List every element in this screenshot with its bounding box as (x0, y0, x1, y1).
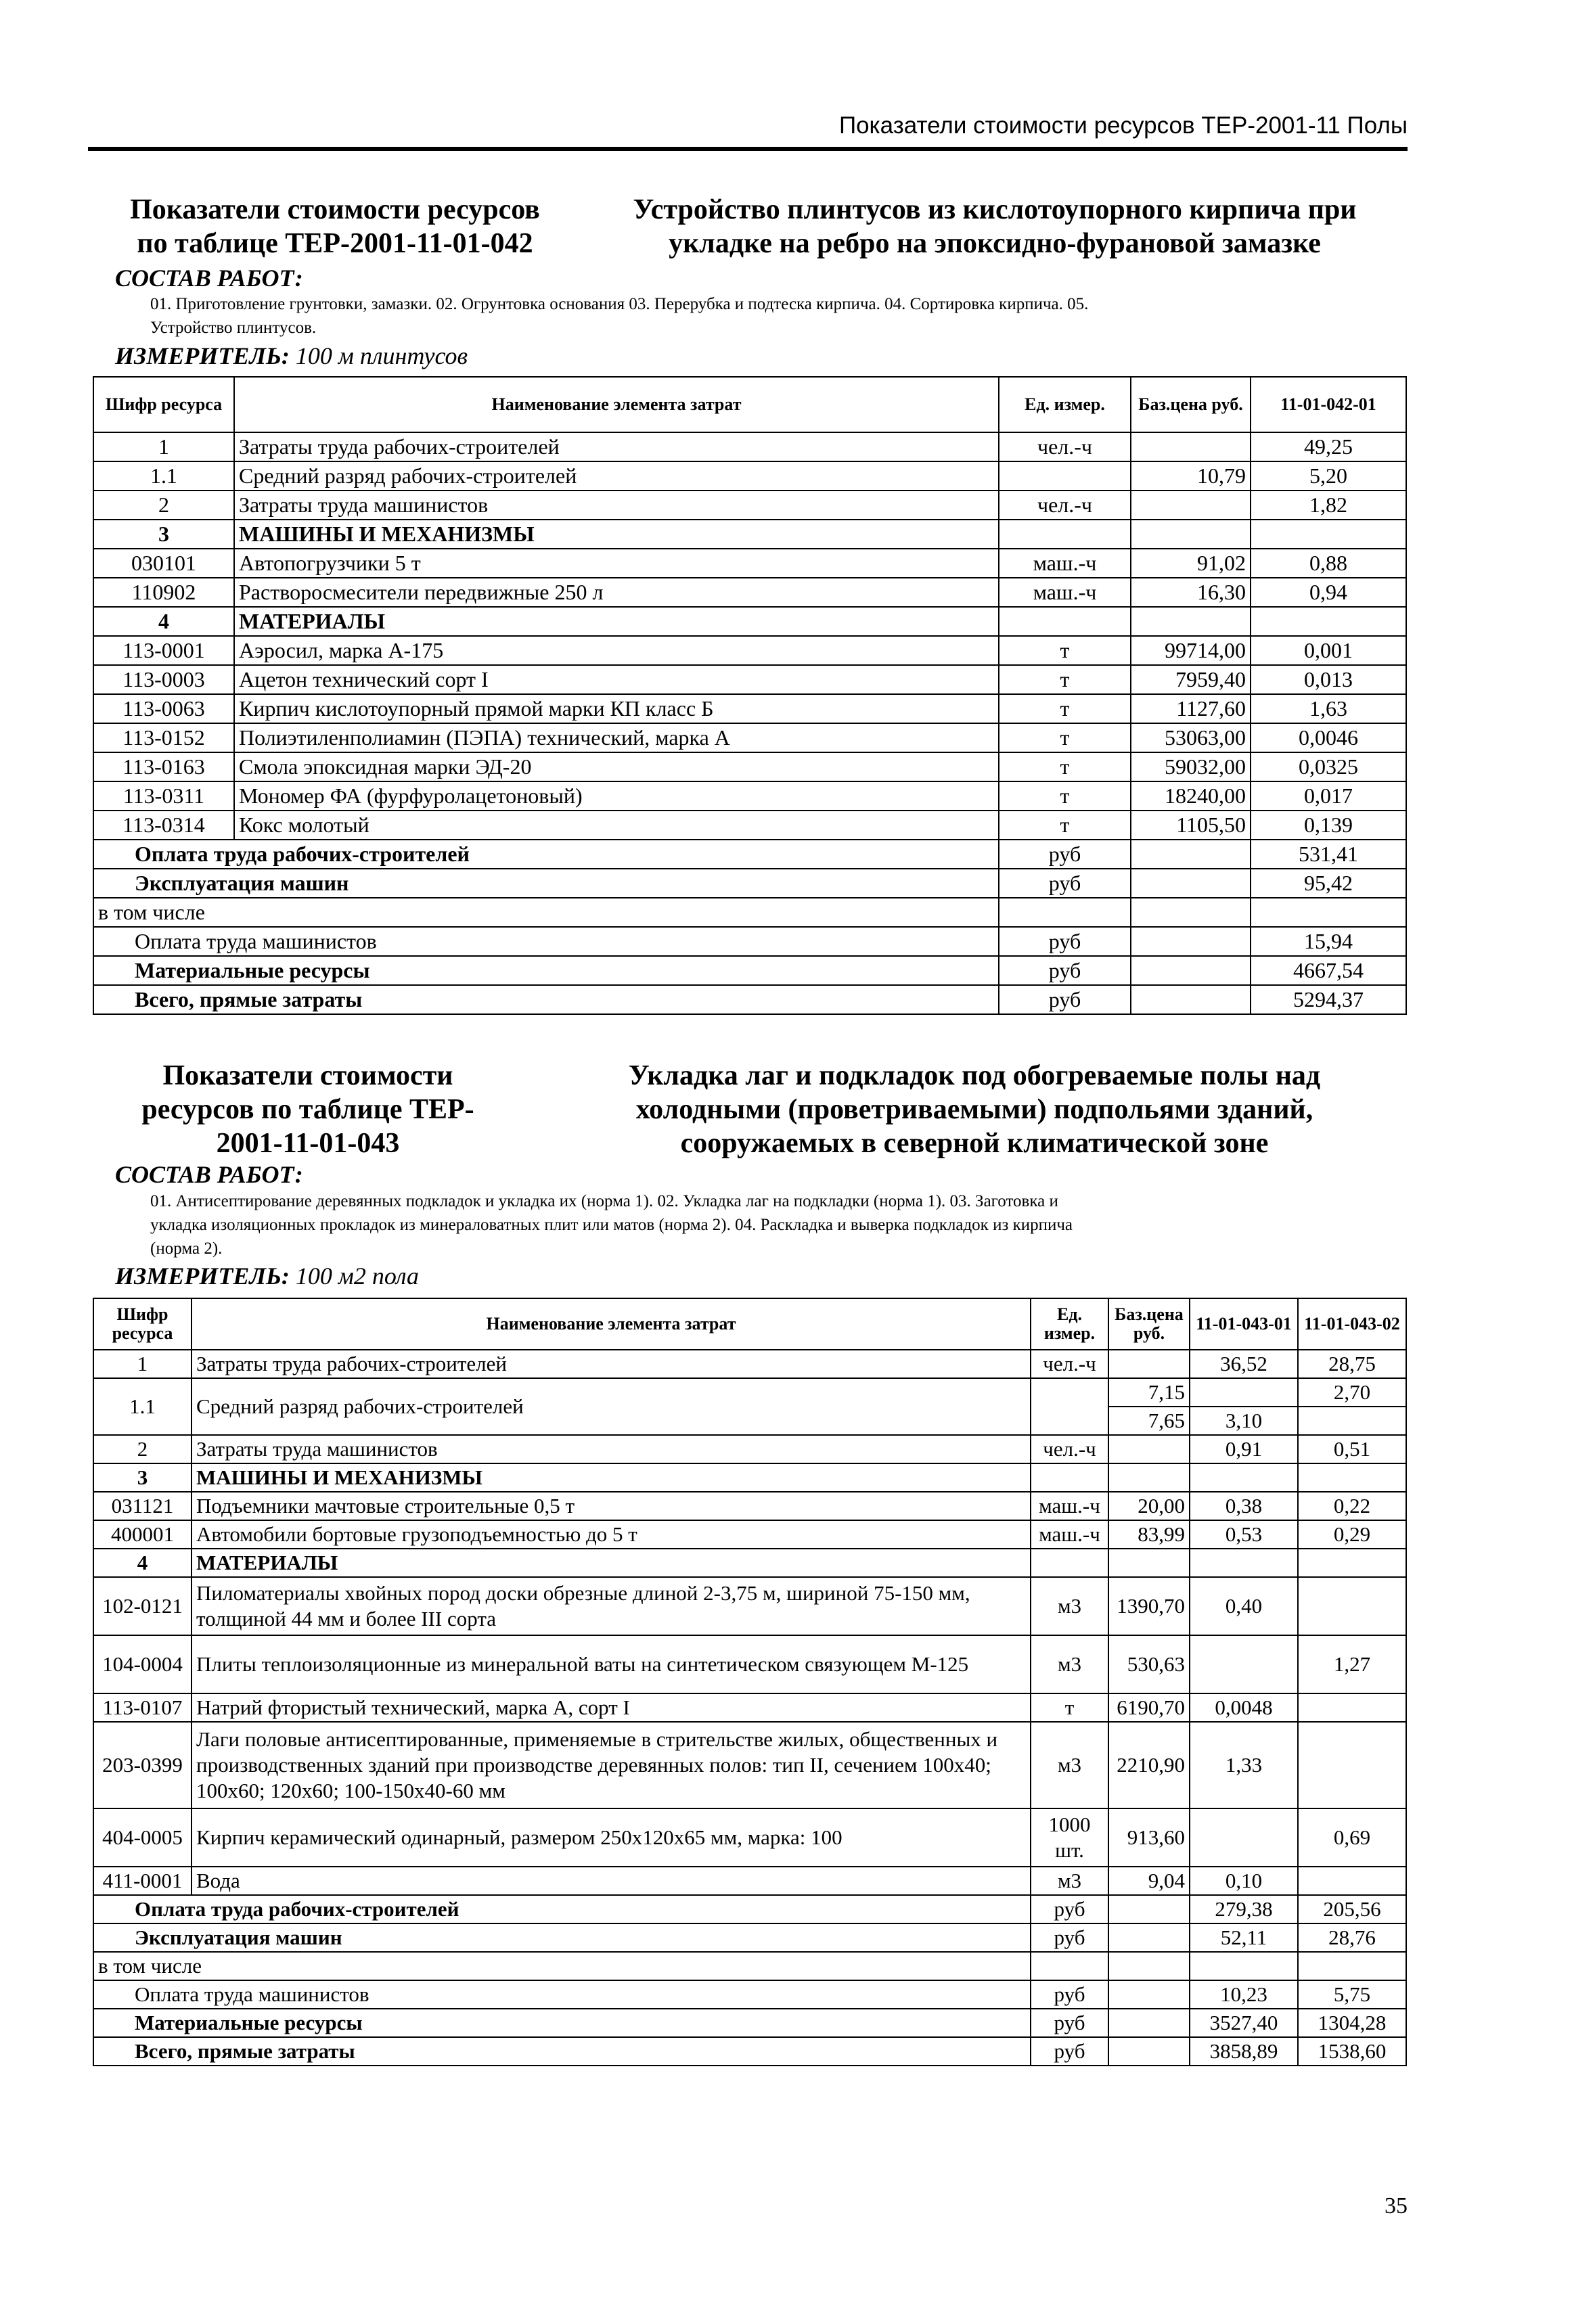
cell-name: Затраты труда рабочих-строителей (192, 1350, 1031, 1378)
cell-unit: т (999, 781, 1131, 811)
cell-name: Смола эпоксидная марки ЭД-20 (234, 752, 999, 781)
section2-table (93, 1298, 1407, 2066)
cell-value-01 (1190, 1378, 1298, 1407)
table-row (93, 1635, 1406, 1693)
cell-value-02: 28,75 (1298, 1350, 1406, 1378)
cell-value: 4667,54 (1251, 956, 1406, 985)
works-line: Устройство плинтусов. (150, 319, 317, 337)
cell-price (1108, 1350, 1190, 1378)
section1-table (93, 376, 1407, 1015)
cell-price: 59032,00 (1131, 752, 1251, 781)
cell-unit: 1000 шт. (1031, 1808, 1108, 1867)
cell-unit: маш.-ч (999, 578, 1131, 607)
cell-price: 913,60 (1108, 1808, 1190, 1867)
cell-value: 5294,37 (1251, 985, 1406, 1014)
cell-value-01: 10,23 (1190, 1980, 1298, 2009)
header-rule (88, 147, 1408, 151)
cell-price (1131, 927, 1251, 956)
cell-unit: руб (999, 956, 1131, 985)
cell-value-01: 0,38 (1190, 1492, 1298, 1520)
cell-price (1108, 1435, 1190, 1463)
section2-izmeritel (115, 1262, 419, 1290)
cell-price (1131, 985, 1251, 1014)
summary-label: Оплата труда машинистов (93, 927, 999, 956)
cell-name: МАШИНЫ И МЕХАНИЗМЫ (192, 1463, 1031, 1492)
cell-code: 1.1 (93, 1378, 192, 1435)
cell-unit: маш.-ч (1031, 1520, 1108, 1549)
table-row (93, 1693, 1406, 1722)
cell-unit (999, 607, 1131, 636)
summary-row (93, 869, 1406, 898)
table-row (93, 1808, 1406, 1867)
cell-value-01: 52,11 (1190, 1923, 1298, 1952)
cell-code: 4 (93, 1549, 192, 1577)
cell-value-01: 3527,40 (1190, 2009, 1298, 2037)
cell-value-01 (1190, 1463, 1298, 1492)
cell-value-02: 0,29 (1298, 1520, 1406, 1549)
works-line: 01. Приготовление грунтовки, замазки. 02. Огрунтовка основания 03. Перерубка и подтеска кирпича. 04. Сортировка кирпича. 05. (150, 295, 1089, 313)
cell-code: 411-0001 (93, 1867, 192, 1895)
cell-name: Плиты теплоизоляционные из минеральной ваты на синтетическом связующем М-125 (192, 1635, 1031, 1693)
table-row (93, 1435, 1406, 1463)
page-number: 35 (1385, 2193, 1408, 2218)
cell-price: 1105,50 (1131, 811, 1251, 840)
summary-row (93, 985, 1406, 1014)
cell-price: 1390,70 (1108, 1577, 1190, 1635)
cell-value-02: 1304,28 (1298, 2009, 1406, 2037)
summary-label: в том числе (93, 1952, 1031, 1980)
cell-name: МАШИНЫ И МЕХАНИЗМЫ (234, 520, 999, 549)
cell-code: 113-0311 (93, 781, 234, 811)
cell-name: Кирпич керамический одинарный, размером 250х120х65 мм, марка: 100 (192, 1808, 1031, 1867)
cell-value: 1,63 (1251, 694, 1406, 723)
summary-label: в том числе (93, 898, 999, 927)
cell-price: 6190,70 (1108, 1693, 1190, 1722)
cell-unit: маш.-ч (999, 549, 1131, 578)
cell-unit: т (999, 811, 1131, 840)
cell-value-02 (1298, 1577, 1406, 1635)
cell-name: Растворосмесители передвижные 250 л (234, 578, 999, 607)
cell-price: 18240,00 (1131, 781, 1251, 811)
section1-right-title (582, 193, 1408, 260)
cell-value-02: 5,75 (1298, 1980, 1406, 2009)
cell-price (1131, 520, 1251, 549)
cell-value-02: 28,76 (1298, 1923, 1406, 1952)
cell-unit: м3 (1031, 1722, 1108, 1808)
cell-value-02 (1298, 1952, 1406, 1980)
cell-unit: м3 (1031, 1867, 1108, 1895)
table-header-row (93, 377, 1406, 432)
cell-value: 95,42 (1251, 869, 1406, 898)
cell-price: 9,04 (1108, 1867, 1190, 1895)
cell-unit: руб (999, 869, 1131, 898)
cell-name: Натрий фтористый технический, марка А, сорт I (192, 1693, 1031, 1722)
cell-value: 0,001 (1251, 636, 1406, 665)
summary-row (93, 898, 1406, 927)
section2-left-title (88, 1059, 528, 1160)
cell-name: Аэросил, марка А-175 (234, 636, 999, 665)
summary-row (93, 956, 1406, 985)
cell-unit: т (999, 636, 1131, 665)
col-header: 11-01-043-02 (1298, 1298, 1406, 1350)
col-header: Шифр ресурса (93, 1298, 192, 1350)
cell-value: 5,20 (1251, 461, 1406, 491)
cell-price: 7,15 (1108, 1378, 1190, 1407)
cell-code: 104-0004 (93, 1635, 192, 1693)
cell-price: 7959,40 (1131, 665, 1251, 694)
cell-code: 113-0063 (93, 694, 234, 723)
works-line: укладка изоляционных прокладок из минераловатных плит или матов (норма 2). 04. Раскладка и выверка подкладок из кирпича (150, 1216, 1073, 1234)
cell-value: 49,25 (1251, 432, 1406, 461)
page-header (88, 112, 1408, 146)
summary-label: Всего, прямые затраты (93, 2037, 1031, 2066)
cell-code: 1.1 (93, 461, 234, 491)
cell-unit: руб (999, 927, 1131, 956)
cell-unit: м3 (1031, 1577, 1108, 1635)
cell-name: Пиломатериалы хвойных пород доски обрезные длиной 2-3,75 м, шириной 75-150 мм, толщиной 44 мм и более III сорта (192, 1577, 1031, 1635)
summary-label: Материальные ресурсы (93, 956, 999, 985)
cell-value: 531,41 (1251, 840, 1406, 869)
table-row (93, 781, 1406, 811)
cell-value (1251, 607, 1406, 636)
col-header: Ед. измер. (1031, 1298, 1108, 1350)
col-header: Наименование элемента затрат (234, 377, 999, 432)
cell-price (1108, 2009, 1190, 2037)
cell-price (1108, 1549, 1190, 1577)
cell-code: 031121 (93, 1492, 192, 1520)
cell-code: 113-0163 (93, 752, 234, 781)
cell-code: 102-0121 (93, 1577, 192, 1635)
cell-name: Затраты труда рабочих-строителей (234, 432, 999, 461)
cell-value: 0,013 (1251, 665, 1406, 694)
table-row (93, 1378, 1406, 1407)
table-row (93, 549, 1406, 578)
table-row (93, 520, 1406, 549)
cell-value-02: 0,69 (1298, 1808, 1406, 1867)
cell-value: 1,82 (1251, 491, 1406, 520)
summary-label: Оплата труда машинистов (93, 1980, 1031, 2009)
title-line: Укладка лаг и подкладок под обогреваемые полы над (628, 1060, 1321, 1091)
table-row (93, 1867, 1406, 1895)
title-line: укладке на ребро на эпоксидно-фурановой замазке (669, 228, 1321, 259)
cell-code: 3 (93, 1463, 192, 1492)
title-line: Показатели стоимости (162, 1060, 453, 1091)
summary-label: Материальные ресурсы (93, 2009, 1031, 2037)
cell-code: 3 (93, 520, 234, 549)
col-header: Баз.цена руб. (1131, 377, 1251, 432)
title-line: 2001-11-01-043 (216, 1128, 400, 1159)
cell-value-02 (1298, 1722, 1406, 1808)
cell-name: Лаги половые антисептированные, применяемые в стрительстве жилых, общественных и производственных зданий при производстве деревянных полов: тип II, сечением 100х40; 100х60; 120х60; 100-150х40-60 мм (192, 1722, 1031, 1808)
cell-unit: маш.-ч (1031, 1492, 1108, 1520)
section2-right-title (541, 1059, 1408, 1160)
col-header: 11-01-043-01 (1190, 1298, 1298, 1350)
table-row (93, 723, 1406, 752)
title-line: ресурсов по таблице ТЕР- (141, 1094, 474, 1125)
cell-name: Подъемники мачтовые строительные 0,5 т (192, 1492, 1031, 1520)
cell-value-02: 0,51 (1298, 1435, 1406, 1463)
cell-name: Затраты труда машинистов (234, 491, 999, 520)
summary-label: Эксплуатация машин (93, 1923, 1031, 1952)
summary-label: Оплата труда рабочих-строителей (93, 840, 999, 869)
cell-value-01 (1190, 1549, 1298, 1577)
title-line: Устройство плинтусов из кислотоупорного кирпича при (633, 194, 1357, 225)
cell-name: Средний разряд рабочих-строителей (234, 461, 999, 491)
izmeritel-label: ИЗМЕРИТЕЛЬ: (115, 1262, 290, 1290)
cell-unit: т (999, 723, 1131, 752)
cell-value: 0,139 (1251, 811, 1406, 840)
summary-label: Всего, прямые затраты (93, 985, 999, 1014)
cell-value (1251, 898, 1406, 927)
izmeritel-label: ИЗМЕРИТЕЛЬ: (115, 342, 290, 369)
cell-price: 83,99 (1108, 1520, 1190, 1549)
running-title: Показатели стоимости ресурсов ТЕР-2001-11 Полы (838, 112, 1408, 139)
izmeritel-value: 100 м плинтусов (295, 342, 468, 369)
cell-code: 113-0314 (93, 811, 234, 840)
cell-code: 4 (93, 607, 234, 636)
table-row (93, 1577, 1406, 1635)
cell-price (1131, 491, 1251, 520)
cell-value-01 (1190, 1635, 1298, 1693)
cell-unit (1031, 1952, 1108, 1980)
cell-unit (999, 461, 1131, 491)
table-row (93, 694, 1406, 723)
summary-label: Эксплуатация машин (93, 869, 999, 898)
cell-unit: чел.-ч (1031, 1350, 1108, 1378)
cell-price (1131, 869, 1251, 898)
cell-code: 1 (93, 432, 234, 461)
cell-price (1108, 1895, 1190, 1923)
cell-value: 15,94 (1251, 927, 1406, 956)
cell-value: 0,0046 (1251, 723, 1406, 752)
table-row (93, 1492, 1406, 1520)
cell-value-01: 0,91 (1190, 1435, 1298, 1463)
table-row (93, 636, 1406, 665)
cell-code: 400001 (93, 1520, 192, 1549)
col-header: Баз.цена руб. (1108, 1298, 1190, 1350)
cell-price: 53063,00 (1131, 723, 1251, 752)
cell-price: 2210,90 (1108, 1722, 1190, 1808)
summary-row (93, 1923, 1406, 1952)
cell-name: Автопогрузчики 5 т (234, 549, 999, 578)
table-row (93, 578, 1406, 607)
cell-value-01: 279,38 (1190, 1895, 1298, 1923)
cell-price: 1127,60 (1131, 694, 1251, 723)
table-row (93, 1520, 1406, 1549)
table-row (93, 1549, 1406, 1577)
cell-value-02: 205,56 (1298, 1895, 1406, 1923)
cell-name: Мономер ФА (фурфуролацетоновый) (234, 781, 999, 811)
section1-izmeritel (115, 342, 468, 370)
table-row (93, 461, 1406, 491)
cell-value-02 (1298, 1867, 1406, 1895)
cell-value-01: 1,33 (1190, 1722, 1298, 1808)
cell-code: 203-0399 (93, 1722, 192, 1808)
summary-row (93, 927, 1406, 956)
cell-code: 1 (93, 1350, 192, 1378)
cell-name: Вода (192, 1867, 1031, 1895)
section1-works (150, 292, 1088, 340)
cell-price (1108, 1952, 1190, 1980)
col-header: Ед. измер. (999, 377, 1131, 432)
cell-value-01 (1190, 1808, 1298, 1867)
summary-row (93, 1952, 1406, 1980)
cell-price (1131, 432, 1251, 461)
cell-value-02: 2,70 (1298, 1378, 1406, 1407)
cell-price: 7,65 (1108, 1407, 1190, 1435)
cell-price (1131, 840, 1251, 869)
cell-name: Полиэтиленполиамин (ПЭПА) технический, марка А (234, 723, 999, 752)
cell-value-02 (1298, 1693, 1406, 1722)
izmeritel-value: 100 м2 пола (295, 1262, 420, 1290)
cell-unit: руб (1031, 1895, 1108, 1923)
cell-name: Кокс молотый (234, 811, 999, 840)
summary-row (93, 1980, 1406, 2009)
table-header-row (93, 1298, 1406, 1350)
cell-unit: т (999, 694, 1131, 723)
cell-price: 91,02 (1131, 549, 1251, 578)
cell-name: МАТЕРИАЛЫ (234, 607, 999, 636)
section2-sostav-label: СОСТАВ РАБОТ: (115, 1161, 303, 1188)
cell-price (1108, 1923, 1190, 1952)
cell-value-02 (1298, 1407, 1406, 1435)
cell-unit: руб (1031, 1923, 1108, 1952)
cell-unit: руб (1031, 1980, 1108, 2009)
cell-code: 113-0107 (93, 1693, 192, 1722)
cell-value-02: 1538,60 (1298, 2037, 1406, 2066)
cell-value-01 (1190, 1952, 1298, 1980)
cell-unit: т (999, 665, 1131, 694)
cell-unit (1031, 1463, 1108, 1492)
cell-value-01: 0,0048 (1190, 1693, 1298, 1722)
cell-value-02: 0,22 (1298, 1492, 1406, 1520)
cell-value (1251, 520, 1406, 549)
cell-price (1131, 898, 1251, 927)
cell-value-01: 0,53 (1190, 1520, 1298, 1549)
cell-value: 0,0325 (1251, 752, 1406, 781)
summary-row (93, 2037, 1406, 2066)
summary-row (93, 2009, 1406, 2037)
cell-unit (1031, 1549, 1108, 1577)
cell-unit: руб (999, 840, 1131, 869)
cell-unit (999, 520, 1131, 549)
cell-price (1108, 1980, 1190, 2009)
cell-price: 10,79 (1131, 461, 1251, 491)
cell-value-02: 1,27 (1298, 1635, 1406, 1693)
cell-price (1108, 1463, 1190, 1492)
cell-price: 16,30 (1131, 578, 1251, 607)
cell-unit (999, 898, 1131, 927)
cell-code: 2 (93, 491, 234, 520)
cell-code: 404-0005 (93, 1808, 192, 1867)
col-header: Наименование элемента затрат (192, 1298, 1031, 1350)
cell-value-01: 3,10 (1190, 1407, 1298, 1435)
cell-value: 0,017 (1251, 781, 1406, 811)
title-line: по таблице ТЕР-2001-11-01-042 (137, 228, 533, 259)
cell-unit: т (999, 752, 1131, 781)
cell-code: 113-0001 (93, 636, 234, 665)
works-line: 01. Антисептирование деревянных подкладок и укладка их (норма 1). 02. Укладка лаг на подкладки (норма 1). 03. Заготовка и (150, 1192, 1058, 1210)
col-header: 11-01-042-01 (1251, 377, 1406, 432)
cell-name: Ацетон технический сорт I (234, 665, 999, 694)
cell-price: 530,63 (1108, 1635, 1190, 1693)
summary-row (93, 1895, 1406, 1923)
cell-unit: руб (1031, 2037, 1108, 2066)
table-row (93, 665, 1406, 694)
cell-name: Автомобили бортовые грузоподъемностью до 5 т (192, 1520, 1031, 1549)
cell-unit: чел.-ч (999, 491, 1131, 520)
cell-price (1108, 2037, 1190, 2066)
summary-row (93, 840, 1406, 869)
section2-works (150, 1189, 1073, 1260)
cell-name: Кирпич кислотоупорный прямой марки КП класс Б (234, 694, 999, 723)
title-line: сооружаемых в северной климатической зоне (680, 1128, 1269, 1159)
cell-code: 030101 (93, 549, 234, 578)
table-row (93, 1722, 1406, 1808)
cell-value-01: 0,10 (1190, 1867, 1298, 1895)
cell-price: 99714,00 (1131, 636, 1251, 665)
table-row (93, 811, 1406, 840)
cell-value: 0,94 (1251, 578, 1406, 607)
works-line: (норма 2). (150, 1239, 223, 1258)
table-row (93, 752, 1406, 781)
cell-value: 0,88 (1251, 549, 1406, 578)
table-row (93, 1350, 1406, 1378)
section1-sostav-label: СОСТАВ РАБОТ: (115, 265, 303, 292)
cell-unit: руб (999, 985, 1131, 1014)
cell-code: 110902 (93, 578, 234, 607)
cell-code: 113-0152 (93, 723, 234, 752)
cell-unit: чел.-ч (1031, 1435, 1108, 1463)
cell-value-02 (1298, 1549, 1406, 1577)
cell-unit (1031, 1378, 1108, 1435)
cell-price (1131, 607, 1251, 636)
table-row (93, 1463, 1406, 1492)
cell-unit: м3 (1031, 1635, 1108, 1693)
cell-price: 20,00 (1108, 1492, 1190, 1520)
cell-code: 113-0003 (93, 665, 234, 694)
section1-left-title (88, 193, 582, 260)
cell-name: Средний разряд рабочих-строителей (192, 1378, 1031, 1435)
title-line: холодными (проветриваемыми) подпольями зданий, (635, 1094, 1313, 1125)
table-row (93, 607, 1406, 636)
cell-unit: т (1031, 1693, 1108, 1722)
cell-name: Затраты труда машинистов (192, 1435, 1031, 1463)
cell-value-02 (1298, 1463, 1406, 1492)
cell-value-01: 36,52 (1190, 1350, 1298, 1378)
summary-label: Оплата труда рабочих-строителей (93, 1895, 1031, 1923)
cell-unit: руб (1031, 2009, 1108, 2037)
cell-name: МАТЕРИАЛЫ (192, 1549, 1031, 1577)
col-header: Шифр ресурса (93, 377, 234, 432)
cell-value-01: 3858,89 (1190, 2037, 1298, 2066)
cell-code: 2 (93, 1435, 192, 1463)
title-line: Показатели стоимости ресурсов (130, 194, 540, 225)
table-row (93, 432, 1406, 461)
table-row (93, 491, 1406, 520)
cell-unit: чел.-ч (999, 432, 1131, 461)
cell-value-01: 0,40 (1190, 1577, 1298, 1635)
cell-price (1131, 956, 1251, 985)
